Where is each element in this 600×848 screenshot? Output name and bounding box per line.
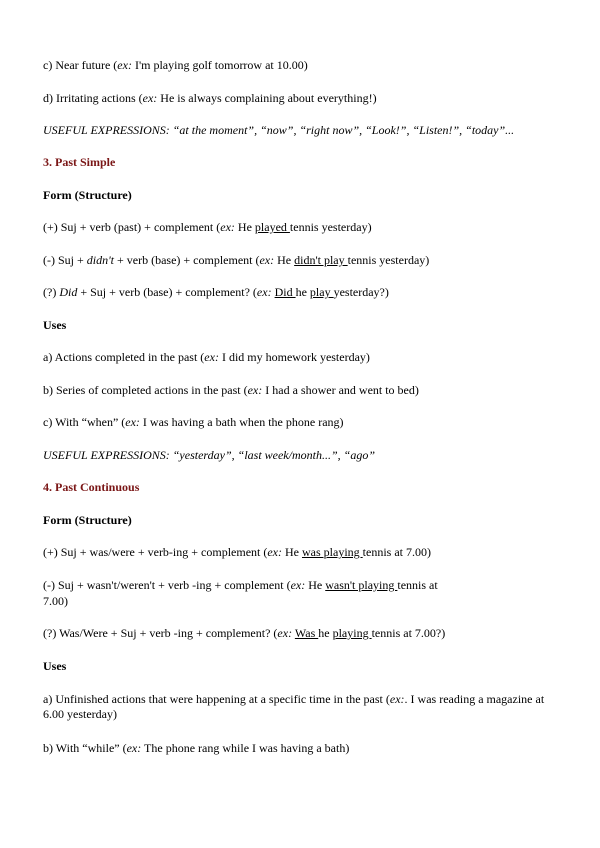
past-simple-question: (?) Did + Suj + verb (base) + complement? (ex: Did he play yesterday?)	[43, 285, 389, 299]
past-continuous-positive: (+) Suj + was/were + verb-ing + complement (ex: He was playing tennis at 7.00)	[43, 545, 431, 559]
past-continuous-negative: (-) Suj + wasn't/weren't + verb -ing + complement (ex: He wasn't playing tennis at	[43, 578, 438, 592]
heading-past-continuous: 4. Past Continuous	[43, 480, 140, 494]
past-continuous-question: (?) Was/Were + Suj + verb -ing + complement? (ex: Was he playing tennis at 7.00?)	[43, 626, 446, 640]
past-simple-use-c: c) With “when” (ex: I was having a bath when the phone rang)	[43, 415, 344, 429]
past-continuous-negative-continued: 7.00)	[43, 594, 68, 608]
useful-expressions-present: USEFUL EXPRESSIONS: “at the moment”, “now”, “right now”, “Look!”, “Listen!”, “today”...	[43, 123, 515, 137]
past-continuous-use-a: a) Unfinished actions that were happening at a specific time in the past (ex:. I was reading a magazine at 6.00 yesterday)	[43, 692, 545, 721]
form-heading-past-continuous: Form (Structure)	[43, 513, 132, 527]
past-simple-positive: (+) Suj + verb (past) + complement (ex: He played tennis yesterday)	[43, 220, 372, 234]
heading-past-simple: 3. Past Simple	[43, 155, 116, 169]
past-simple-negative: (-) Suj + didn't + verb (base) + complement (ex: He didn't play tennis yesterday)	[43, 253, 430, 267]
form-heading-past-simple: Form (Structure)	[43, 188, 132, 202]
uses-heading-past-simple: Uses	[43, 318, 67, 332]
near-future-line: c) Near future (ex: I'm playing golf tomorrow at 10.00)	[43, 58, 308, 72]
past-simple-use-b: b) Series of completed actions in the past (ex: I had a shower and went to bed)	[43, 383, 419, 397]
past-simple-use-a: a) Actions completed in the past (ex: I did my homework yesterday)	[43, 350, 370, 364]
past-continuous-use-b: b) With “while” (ex: The phone rang while I was having a bath)	[43, 741, 350, 755]
useful-expressions-past: USEFUL EXPRESSIONS: “yesterday”, “last week/month...”, “ago”	[43, 448, 375, 462]
irritating-actions-line: d) Irritating actions (ex: He is always complaining about everything!)	[43, 91, 377, 105]
uses-heading-past-continuous: Uses	[43, 659, 67, 673]
